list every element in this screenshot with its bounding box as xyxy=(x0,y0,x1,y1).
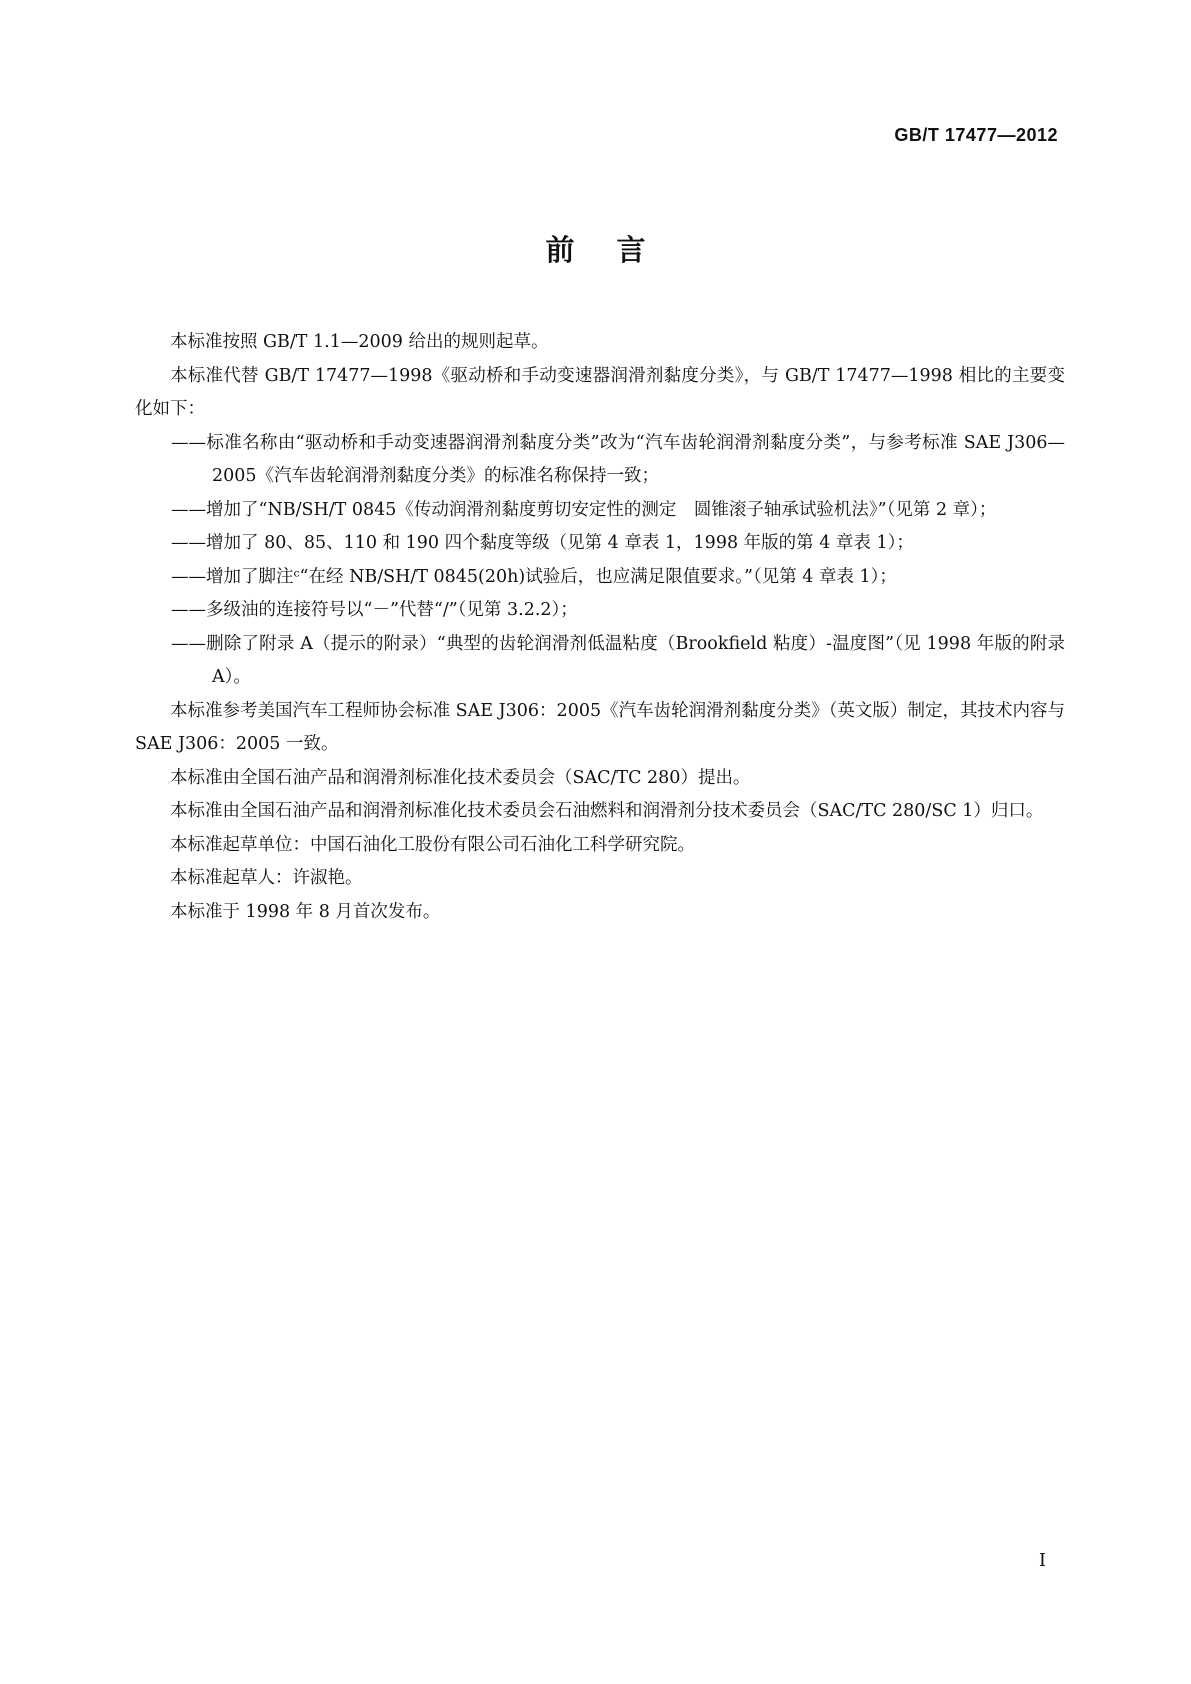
change-item: ——标准名称由“驱动桥和手动变速器润滑剂黏度分类”改为“汽车齿轮润滑剂黏度分类”，与参考标准 SAE J306—2005《汽车齿轮润滑剂黏度分类》的标准名称保持一致； xyxy=(171,432,1065,486)
standard-code: GB/T 17477—2012 xyxy=(894,125,1058,145)
paragraph-reference-standard: 本标准参考美国汽车工程师协会标准 SAE J306：2005《汽车齿轮润滑剂黏度分类》（英文版）制定，其技术内容与 SAE J306：2005 一致。 xyxy=(135,700,1065,754)
paragraph-drafter: 本标准起草人：许淑艳。 xyxy=(170,868,363,888)
paragraph-drafting-unit: 本标准起草单位：中国石油化工股份有限公司石油化工科学研究院。 xyxy=(170,834,695,855)
foreword-body xyxy=(135,326,1065,929)
page-number: I xyxy=(1038,1550,1046,1571)
change-item: ——增加了 80、85、110 和 190 四个黏度等级（见第 4 章表 1，1998 年版的第 4 章表 1）； xyxy=(171,533,914,553)
paragraph-proposed-by: 本标准由全国石油产品和润滑剂标准化技术委员会（SAC/TC 280）提出。 xyxy=(170,767,751,788)
change-item: ——删除了附录 A（提示的附录）“典型的齿轮润滑剂低温粘度（Brookfield 粘度）-温度图”（见 1998 年版的附录 A）。 xyxy=(171,633,1065,687)
change-item: ——增加了脚注ᶜ“在经 NB/SH/T 0845(20h)试验后，也应满足限值要求。”（见第 4 章表 1）； xyxy=(171,566,897,587)
paragraph-drafting-rules: 本标准按照 GB/T 1.1—2009 给出的规则起草。 xyxy=(170,332,549,352)
page-title: 前言 xyxy=(545,233,688,267)
paragraph-administered-by: 本标准由全国石油产品和润滑剂标准化技术委员会石油燃料和润滑剂分技术委员会（SAC/TC 280/SC 1）归口。 xyxy=(170,801,1044,821)
paragraph-replacement: 本标准代替 GB/T 17477—1998《驱动桥和手动变速器润滑剂黏度分类》，与 GB/T 17477—1998 相比的主要变化如下： xyxy=(135,365,1065,419)
change-item: ——增加了“NB/SH/T 0845《传动润滑剂黏度剪切安定性的测定 圆锥滚子轴承试验机法》”（见第 2 章）； xyxy=(171,499,997,520)
change-item: ——多级油的连接符号以“－”代替“/”（见第 3.2.2）； xyxy=(171,600,578,620)
paragraph-first-issue: 本标准于 1998 年 8 月首次发布。 xyxy=(170,901,441,922)
